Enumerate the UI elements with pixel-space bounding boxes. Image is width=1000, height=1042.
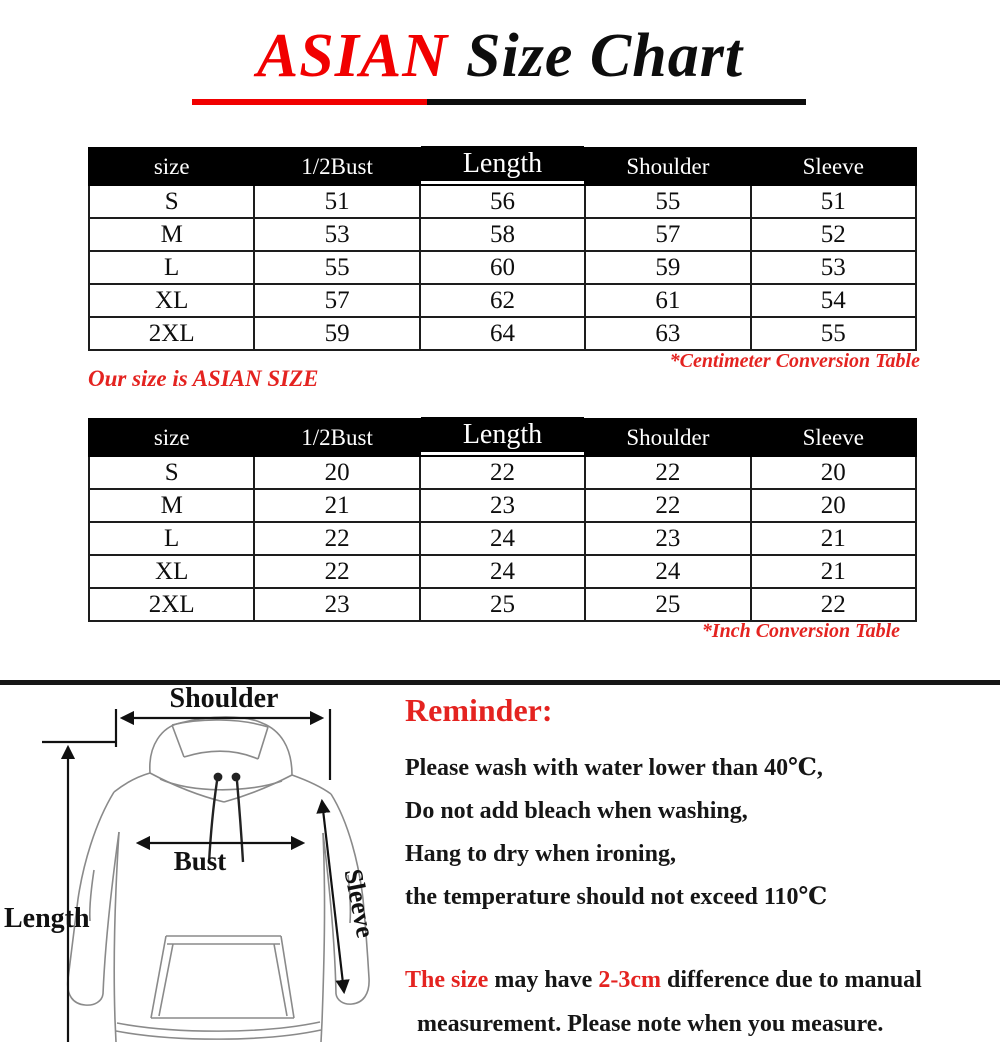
table-row <box>89 218 916 251</box>
value-cell: 24 <box>420 555 585 588</box>
note-black-1: may have <box>488 967 599 993</box>
value-cell: 22 <box>254 522 419 555</box>
value-cell: 22 <box>585 489 750 522</box>
inch-size-table <box>88 418 917 622</box>
value-cell: 22 <box>254 555 419 588</box>
table-row <box>89 456 916 489</box>
column-header-sleeve: Sleeve <box>751 148 916 185</box>
value-cell: 52 <box>751 218 916 251</box>
title-underline-black <box>427 99 806 105</box>
column-header-size: size <box>89 148 254 185</box>
hoodie-outline <box>68 717 369 1042</box>
value-cell: 21 <box>254 489 419 522</box>
column-header-sleeve: Sleeve <box>751 419 916 456</box>
column-header-shoulder: Shoulder <box>585 419 750 456</box>
size-cell: S <box>89 456 254 489</box>
value-cell: 58 <box>420 218 585 251</box>
value-cell: 23 <box>585 522 750 555</box>
note-red-2: 2-3cm <box>598 967 661 993</box>
value-cell: 59 <box>585 251 750 284</box>
note-black-2: difference due to manual <box>660 967 922 993</box>
value-cell: 21 <box>751 555 916 588</box>
value-cell: 25 <box>420 588 585 621</box>
value-cell: 51 <box>254 185 419 218</box>
value-cell: 22 <box>585 456 750 489</box>
size-tolerance-note <box>405 958 995 1042</box>
column-header-shoulder: Shoulder <box>585 148 750 185</box>
value-cell: 22 <box>751 588 916 621</box>
table-header-row <box>89 148 916 185</box>
title-underline <box>192 99 806 105</box>
page-title <box>0 18 1000 94</box>
note-line-2: measurement. Please note when you measure. <box>417 1011 884 1037</box>
reminder-heading: Reminder: <box>405 692 553 728</box>
value-cell: 20 <box>751 456 916 489</box>
size-cell: 2XL <box>89 317 254 350</box>
column-header-12bust: 1/2Bust <box>254 419 419 456</box>
size-cell: M <box>89 218 254 251</box>
value-cell: 55 <box>254 251 419 284</box>
value-cell: 57 <box>254 284 419 317</box>
size-cell: M <box>89 489 254 522</box>
care-instruction: the temperature should not exceed 110℃ <box>405 884 828 910</box>
table-row <box>89 489 916 522</box>
table-row <box>89 185 916 218</box>
size-cell: L <box>89 251 254 284</box>
value-cell: 24 <box>585 555 750 588</box>
value-cell: 56 <box>420 185 585 218</box>
value-cell: 53 <box>254 218 419 251</box>
our-size-note: Our size is ASIAN SIZE <box>88 366 319 391</box>
sleeve-label: Sleeve <box>338 866 381 941</box>
value-cell: 20 <box>751 489 916 522</box>
value-cell: 20 <box>254 456 419 489</box>
sleeve-arrow <box>322 801 344 992</box>
column-header-12bust: 1/2Bust <box>254 148 419 185</box>
table-header-row <box>89 419 916 456</box>
table-row <box>89 588 916 621</box>
value-cell: 57 <box>585 218 750 251</box>
hoodie-measurement-diagram <box>0 685 400 1042</box>
value-cell: 59 <box>254 317 419 350</box>
title-size-chart: Size Chart <box>466 22 744 90</box>
value-cell: 24 <box>420 522 585 555</box>
centimeter-note: *Centimeter Conversion Table <box>669 350 920 372</box>
value-cell: 63 <box>585 317 750 350</box>
care-instruction: Please wash with water lower than 40℃, <box>405 755 823 781</box>
value-cell: 55 <box>585 185 750 218</box>
column-header-length: Length <box>420 145 585 182</box>
value-cell: 54 <box>751 284 916 317</box>
title-asian: ASIAN <box>256 22 449 90</box>
title-underline-red <box>192 99 427 105</box>
size-cell: XL <box>89 555 254 588</box>
value-cell: 23 <box>254 588 419 621</box>
length-label: Length <box>4 903 90 934</box>
size-cell: XL <box>89 284 254 317</box>
care-instruction: Hang to dry when ironing, <box>405 841 676 867</box>
value-cell: 61 <box>585 284 750 317</box>
size-cell: L <box>89 522 254 555</box>
value-cell: 21 <box>751 522 916 555</box>
table-row <box>89 317 916 350</box>
value-cell: 62 <box>420 284 585 317</box>
value-cell: 53 <box>751 251 916 284</box>
table-row <box>89 555 916 588</box>
value-cell: 55 <box>751 317 916 350</box>
size-cell: S <box>89 185 254 218</box>
table-row <box>89 284 916 317</box>
value-cell: 64 <box>420 317 585 350</box>
column-header-length: Length <box>420 416 585 453</box>
value-cell: 25 <box>585 588 750 621</box>
value-cell: 23 <box>420 489 585 522</box>
note-red-1: The size <box>405 967 489 993</box>
size-cell: 2XL <box>89 588 254 621</box>
value-cell: 51 <box>751 185 916 218</box>
value-cell: 22 <box>420 456 585 489</box>
shoulder-label: Shoulder <box>169 685 279 714</box>
care-instruction: Do not add bleach when washing, <box>405 798 748 824</box>
table-row <box>89 251 916 284</box>
cm-size-table <box>88 147 917 351</box>
value-cell: 60 <box>420 251 585 284</box>
column-header-size: size <box>89 419 254 456</box>
inch-note: *Inch Conversion Table <box>701 620 900 642</box>
table-row <box>89 522 916 555</box>
reminder-section <box>405 691 995 1042</box>
bust-label: Bust <box>173 846 227 876</box>
